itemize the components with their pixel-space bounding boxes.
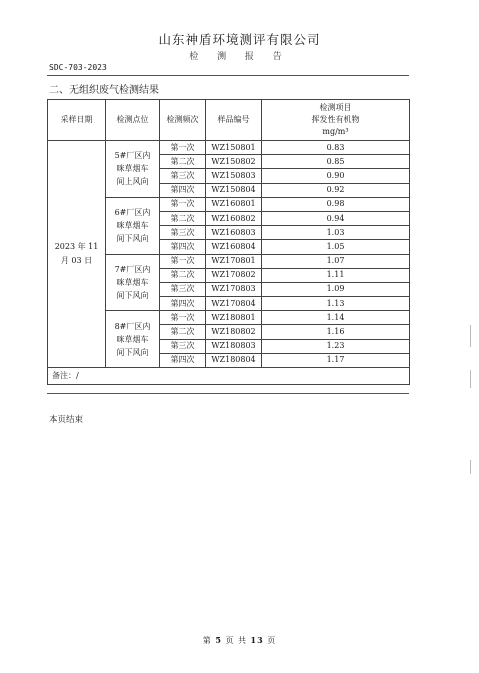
frequency-cell: 第二次 [160,268,206,282]
voc-value-cell: 1.13 [262,297,410,311]
end-of-page-note: 本页结束 [49,415,84,425]
table-row [48,141,410,155]
table-header-row [48,100,410,141]
voc-value-cell: 1.09 [262,282,410,296]
scan-edge-mark [470,325,471,347]
footer-suffix: 页 [267,636,277,645]
sample-id-cell: WZ160802 [206,211,262,225]
voc-value-cell: 0.85 [262,155,410,169]
voc-value-cell: 1.16 [262,325,410,339]
header-parameter [262,100,410,141]
sample-id-cell: WZ150804 [206,183,262,197]
voc-value-cell: 0.92 [262,183,410,197]
sample-id-cell: WZ160803 [206,226,262,240]
frequency-cell: 第三次 [160,339,206,353]
frequency-cell: 第四次 [160,353,206,367]
sample-id-cell: WZ150802 [206,155,262,169]
header-divider [47,75,409,76]
voc-value-cell: 1.23 [262,339,410,353]
total-pages: 13 [250,635,264,645]
voc-value-cell: 1.17 [262,353,410,367]
voc-value-cell: 1.03 [262,226,410,240]
scan-edge-mark [470,460,471,474]
sample-id-cell: WZ150803 [206,169,262,183]
header-frequency: 检测频次 [160,100,206,141]
sample-id-cell: WZ170803 [206,282,262,296]
sample-id-cell: WZ170802 [206,268,262,282]
voc-value-cell: 0.94 [262,211,410,225]
voc-value-cell: 1.11 [262,268,410,282]
frequency-cell: 第一次 [160,141,206,155]
header-parameter-name: 挥发性有机物 [311,115,360,124]
frequency-cell: 第一次 [160,197,206,211]
results-table [47,99,410,385]
frequency-cell: 第一次 [160,311,206,325]
page-footer [0,635,479,646]
sample-id-cell: WZ160801 [206,197,262,211]
sample-id-cell: WZ180803 [206,339,262,353]
header-item-label: 检测项目 [319,103,352,112]
sample-id-cell: WZ180802 [206,325,262,339]
frequency-cell: 第二次 [160,155,206,169]
voc-value-cell: 1.14 [262,311,410,325]
frequency-cell: 第四次 [160,240,206,254]
frequency-cell: 第三次 [160,226,206,240]
document-code: SDC-703-2023 [49,63,107,72]
remarks-row [48,368,410,385]
frequency-cell: 第二次 [160,211,206,225]
frequency-cell: 第一次 [160,254,206,268]
sampling-date: 2023 年 11 月 03 日 [48,141,106,368]
remarks-text: 备注：/ [48,368,410,385]
voc-value-cell: 0.83 [262,141,410,155]
footer-mid: 页 共 [225,636,247,645]
sample-id-cell: WZ160804 [206,240,262,254]
header-date: 采样日期 [48,100,106,141]
header-location: 检测点位 [106,100,160,141]
frequency-cell: 第四次 [160,183,206,197]
header-unit: mg/m³ [322,127,349,136]
company-name: 山东神盾环境测评有限公司 [158,32,321,47]
voc-value-cell: 0.98 [262,197,410,211]
table-end-divider [47,393,409,394]
report-title: 检 测 报 告 [189,52,290,62]
monitoring-point: 5#厂区内咪草烟车间上风向 [106,141,160,198]
frequency-cell: 第四次 [160,297,206,311]
section-title: 二、无组织废气检测结果 [49,85,159,96]
monitoring-point: 8#厂区内咪草烟车间下风向 [106,311,160,368]
sample-id-cell: WZ180801 [206,311,262,325]
voc-value-cell: 0.90 [262,169,410,183]
sample-id-cell: WZ150801 [206,141,262,155]
sample-id-cell: WZ180804 [206,353,262,367]
frequency-cell: 第三次 [160,169,206,183]
monitoring-point: 7#厂区内咪草烟车间下风向 [106,254,160,311]
sample-id-cell: WZ170804 [206,297,262,311]
footer-prefix: 第 [202,636,212,645]
header-sample-id: 样品编号 [206,100,262,141]
sample-id-cell: WZ170801 [206,254,262,268]
voc-value-cell: 1.05 [262,240,410,254]
scan-edge-mark [470,370,471,388]
voc-value-cell: 1.07 [262,254,410,268]
monitoring-point: 6#厂区内咪草烟车间下风向 [106,197,160,254]
page-number: 5 [215,635,222,645]
frequency-cell: 第二次 [160,325,206,339]
frequency-cell: 第三次 [160,282,206,296]
